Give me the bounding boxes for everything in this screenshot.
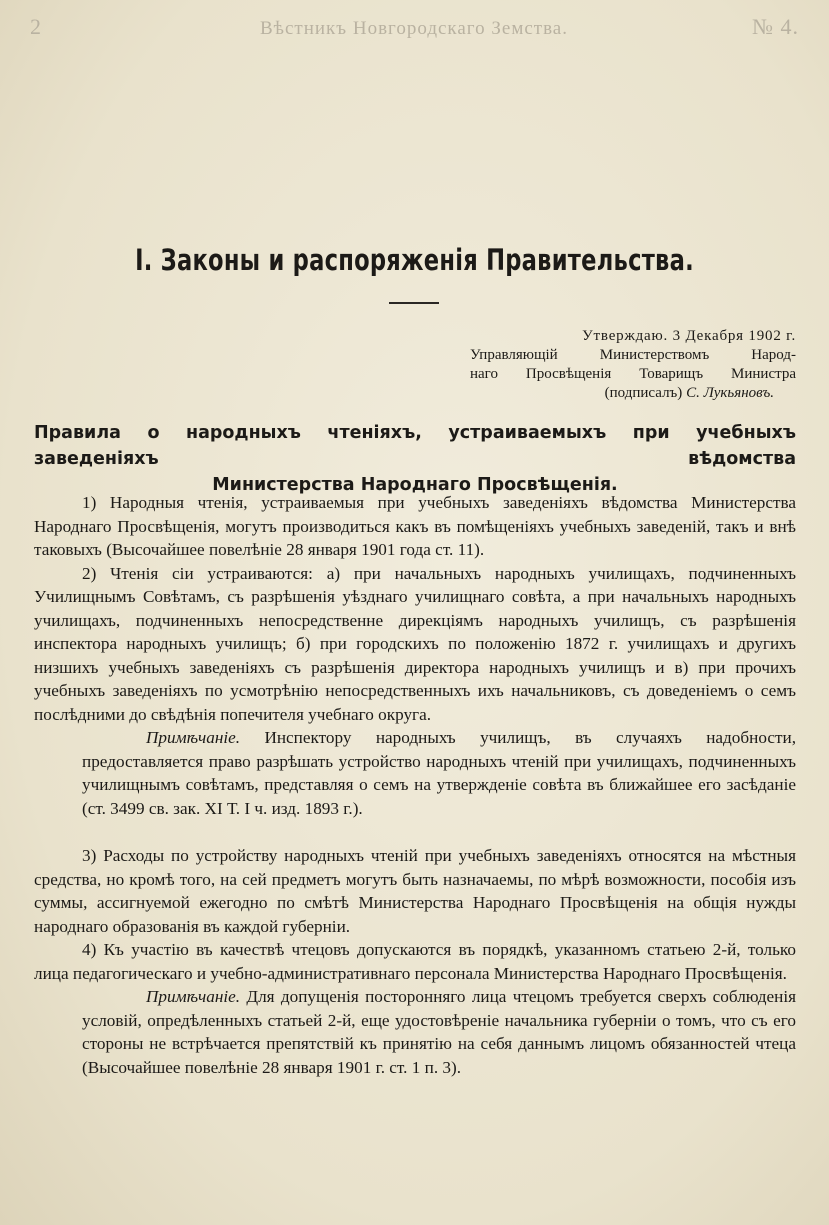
rules-body bbox=[34, 491, 796, 1079]
issue-number: № 4. bbox=[752, 14, 799, 39]
approval-block bbox=[470, 327, 796, 403]
title-divider bbox=[389, 302, 439, 304]
note-2-text: Для допущенія посторонняго лица чтецомъ требуется сверхъ соблюденія условій, опредѣленныхъ статьей 2-й, еще удостовѣреніе начальника губерніи о томъ, что съ его стороны не встрѣчается препятствій къ принятію на себя даннымъ лицомъ обязанностей чтеца (Высочайшее повелѣніе 28 января 1901 г. ст. 1 п. 3). bbox=[82, 987, 796, 1077]
note-2-label: Примѣчаніе. bbox=[146, 987, 241, 1006]
approval-line-3: наго Просвѣщенія Товарищъ Министра bbox=[470, 366, 796, 382]
approval-signed-label: (подписалъ) bbox=[604, 385, 683, 401]
approval-line-1: Утверждаю. 3 Декабря 1902 г. bbox=[582, 328, 796, 344]
rules-title bbox=[34, 420, 796, 498]
approval-line-2: Управляющій Министерствомъ Народ- bbox=[470, 347, 796, 363]
paragraph-1: 1) Народныя чтенія, устраиваемыя при учебныхъ заведеніяхъ вѣдомства Министерства Народнаго Просвѣщенія, могутъ производиться какъ въ помѣщеніяхъ учебныхъ заведеній, такъ и внѣ таковыхъ (Высочайшее повелѣніе 28 января 1901 года ст. 11). bbox=[34, 493, 796, 559]
page-number: 2 bbox=[30, 14, 42, 39]
paragraph-4: 4) Къ участію въ качествѣ чтецовъ допускаются въ порядкѣ, указанномъ статьею 2-й, только лица педагогическаго и учебно-административнаго персонала Министерства Народнаго Просвѣщенія. bbox=[34, 940, 796, 983]
section-title: I. Законы и распоряженія Правительства. bbox=[135, 243, 694, 277]
note-1-text: Инспектору народныхъ училищъ, въ случаяхъ надобности, предоставляется право разрѣшать устройство народныхъ чтеній при училищахъ, подчиненныхъ училищнымъ совѣтамъ, представляя о семъ на утвержденіе совѣта въ ближайшее его засѣданіе (ст. 3499 св. зак. XI Т. I ч. изд. 1893 г.). bbox=[82, 728, 796, 818]
journal-title: Вѣстникъ Новгородскаго Земства. bbox=[260, 18, 568, 39]
note-1-label: Примѣчаніе. bbox=[146, 728, 241, 747]
approval-line-4 bbox=[470, 384, 796, 403]
paragraph-gap bbox=[34, 820, 796, 844]
note-2 bbox=[82, 985, 796, 1079]
rules-title-line-2: Министерства Народнаго Просвѣщенія. bbox=[212, 475, 618, 495]
rules-title-line-1: Правила о народныхъ чтеніяхъ, устраиваемыхъ при учебныхъ заведеніяхъ вѣдомства bbox=[34, 423, 796, 469]
approval-signature: С. Лукьяновъ. bbox=[686, 385, 774, 401]
paragraph-2: 2) Чтенія сіи устраиваются: а) при начальныхъ народныхъ училищахъ, подчиненныхъ Училищнымъ Совѣтамъ, съ разрѣшенія уѣзднаго училищнаго совѣта, а при начальныхъ народныхъ училищахъ, подчиненныхъ непосредственне дирекціямъ народныхъ училищъ, съ разрѣшенія инспектора народныхъ училищъ; б) при городскихъ по положенію 1872 г. училищахъ и другихъ низшихъ учебныхъ заведеніяхъ съ разрѣшенія директора народныхъ училищъ и в) при прочихъ учебныхъ заведеніяхъ по усмотрѣнію непосредственныхъ ихъ начальниковъ, съ доведеніемъ о семъ послѣдними до свѣдѣнія попечителя учебнаго округа. bbox=[34, 563, 796, 724]
paragraph-3: 3) Расходы по устройству народныхъ чтеній при учебныхъ заведеніяхъ относятся на мѣстныя средства, но кромѣ того, на сей предметъ могутъ быть назначаемы, по мѣрѣ возможности, пособія изъ суммы, ассигнуемой ежегодно по смѣтѣ Министерства Народнаго Просвѣщенія на общія нужды народнаго образованія въ каждой губерніи. bbox=[34, 846, 796, 936]
note-1 bbox=[82, 726, 796, 820]
running-header bbox=[30, 14, 799, 44]
